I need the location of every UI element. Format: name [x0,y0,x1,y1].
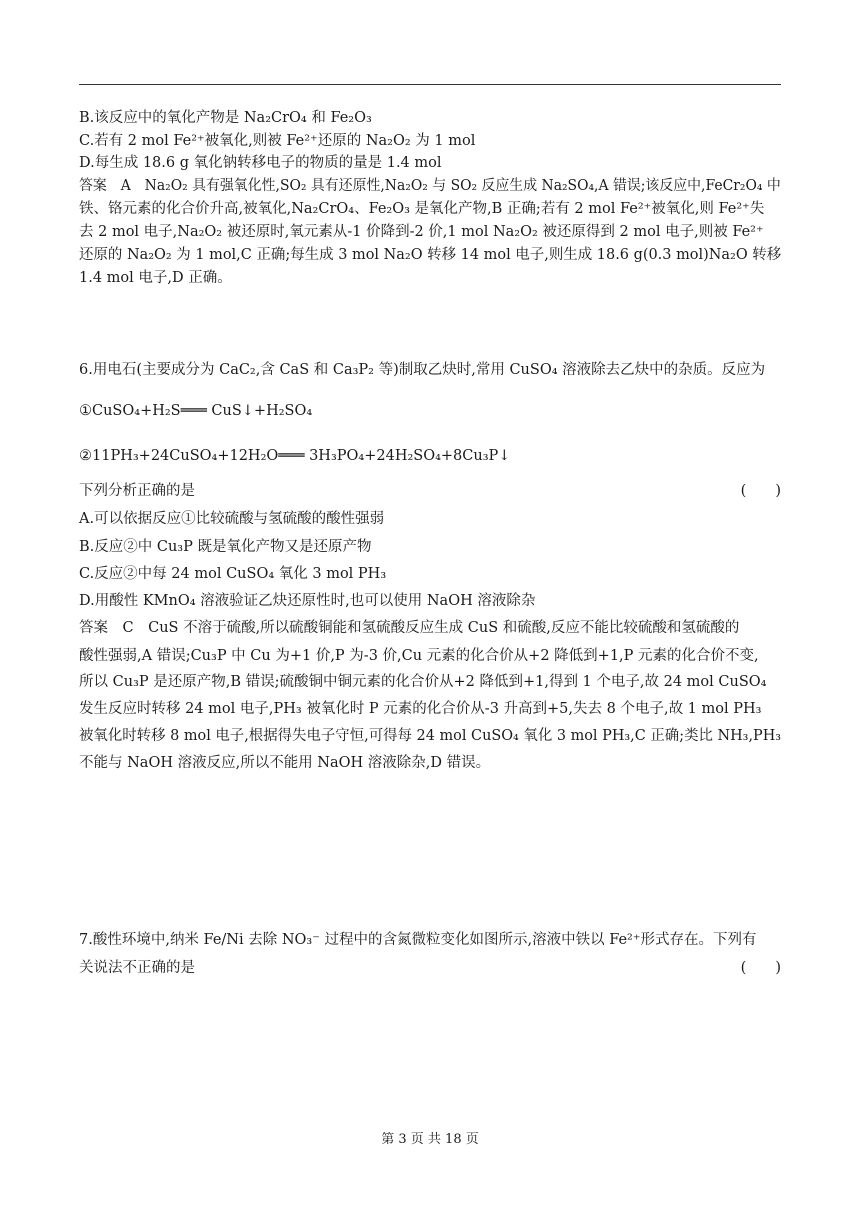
answer-line: 去 2 mol 电子,Na₂O₂ 被还原时,氧元素从-1 价降到-2 价,1 mol Na₂O₂ 被还原得到 2 mol 电子,则被 Fe²⁺ [79,224,764,240]
answer-blank: ( ) [740,960,781,976]
header-rule [79,84,781,85]
answer-blank: ( ) [740,483,781,499]
option-b: B.反应②中 Cu₃P 既是氧化产物又是还原产物 [79,539,372,555]
option-a: A.可以依据反应①比较硫酸与氢硫酸的酸性强弱 [79,511,385,527]
option-b: B.该反应中的氧化产物是 Na₂CrO₄ 和 Fe₂O₃ [79,110,372,126]
question-stem: 7.酸性环境中,纳米 Fe/Ni 去除 NO₃⁻ 过程中的含氮微粒变化如图所示,溶液中铁以 Fe²⁺形式存在。下列有 [79,932,757,948]
answer-line: 发生反应时转移 24 mol 电子,PH₃ 被氧化时 P 元素的化合价从-3 升高到+5,失去 8 个电子,故 1 mol PH₃ [79,701,762,717]
page-number: 第 3 页 共 18 页 [381,1132,479,1147]
answer-line: 答案 C CuS 不溶于硫酸,所以硫酸铜能和氢硫酸反应生成 CuS 和硫酸,反应不能比较硫酸和氢硫酸的 [79,620,740,636]
option-c: C.反应②中每 24 mol CuSO₄ 氧化 3 mol PH₃ [79,566,387,582]
answer-line: 不能与 NaOH 溶液反应,所以不能用 NaOH 溶液除杂,D 错误。 [79,755,491,771]
answer-line: 答案 A Na₂O₂ 具有强氧化性,SO₂ 具有还原性,Na₂O₂ 与 SO₂ 反应生成 Na₂SO₄,A 错误;该反应中,FeCr₂O₄ 中 [79,178,781,194]
question-prompt: 下列分析正确的是 [79,483,195,499]
option-d: D.用酸性 KMnO₄ 溶液验证乙炔还原性时,也可以使用 NaOH 溶液除杂 [79,593,536,609]
question-stem: 6.用电石(主要成分为 CaC₂,含 CaS 和 Ca₃P₂ 等)制取乙炔时,常用 CuSO₄ 溶液除去乙炔中的杂质。反应为 [79,362,766,378]
answer-line: 铁、铬元素的化合价升高,被氧化,Na₂CrO₄、Fe₂O₃ 是氧化产物,B 正确;若有 2 mol Fe²⁺被氧化,则 Fe²⁺失 [79,201,765,217]
answer-line: 1.4 mol 电子,D 正确。 [79,270,232,286]
option-d: D.每生成 18.6 g 氧化钠转移电子的物质的量是 1.4 mol [79,155,442,171]
answer-line: 还原的 Na₂O₂ 为 1 mol,C 正确;每生成 3 mol Na₂O 转移 14 mol 电子,则生成 18.6 g(0.3 mol)Na₂O 转移 [79,247,782,263]
option-c: C.若有 2 mol Fe²⁺被氧化,则被 Fe²⁺还原的 Na₂O₂ 为 1 mol [79,133,476,149]
answer-line: 被氧化时转移 8 mol 电子,根据得失电子守恒,可得每 24 mol CuSO₄ 氧化 3 mol PH₃,C 正确;类比 NH₃,PH₃ [79,728,782,744]
reaction-1: ①CuSO₄+H₂S═══ CuS↓+H₂SO₄ [79,403,313,419]
question-stem: 关说法不正确的是 [79,960,195,976]
answer-line: 酸性强弱,A 错误;Cu₃P 中 Cu 为+1 价,P 为-3 价,Cu 元素的化合价从+2 降低到+1,P 元素的化合价不变, [79,648,759,664]
page-footer [0,1128,860,1147]
reaction-2: ②11PH₃+24CuSO₄+12H₂O═══ 3H₃PO₄+24H₂SO₄+8Cu₃P↓ [79,448,511,464]
answer-line: 所以 Cu₃P 是还原产物,B 错误;硫酸铜中铜元素的化合价从+2 降低到+1,得到 1 个电子,故 24 mol CuSO₄ [79,674,767,690]
